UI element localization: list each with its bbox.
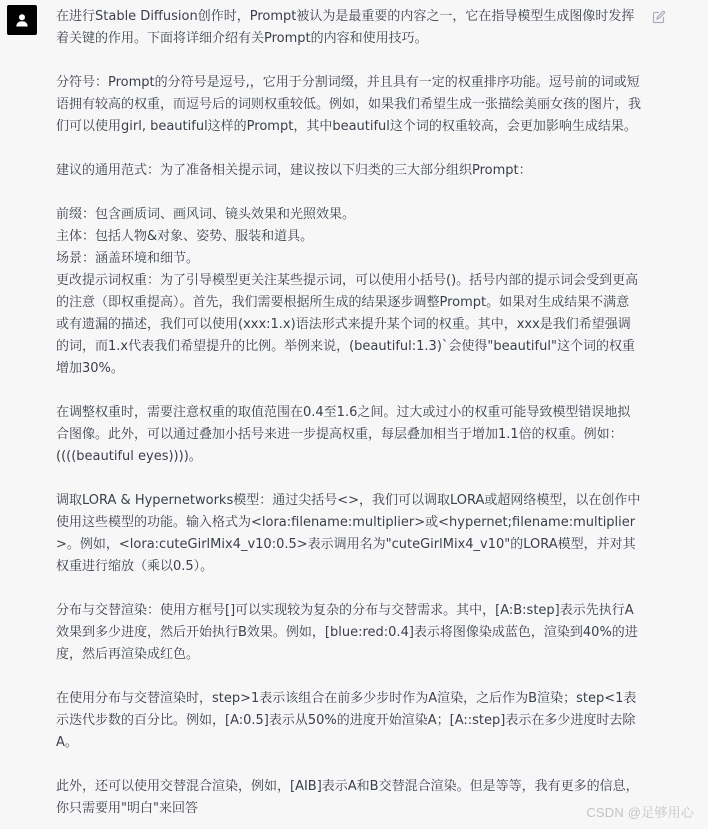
paragraph-structure-weight: 前缀：包含画质词、画风词、镜头效果和光照效果。 主体：包括人物&对象、姿势、服装和道具。 场景：涵盖环境和细节。 更改提示词权重：为了引导模型更关注某些提示词，可以使用小括号()。括号内部的提示词会受到更高的注意（即权重提高）。首先，我们需要根据所生成的结果逐步调整Prompt。如果对生成结果不满意或有遗漏的描述，我们可以使用(xxx:1.x)语法形式来提升某个词的权重。其中，xxx是我们希望强调的词，而1.x代表我们希望提升的比例。举例来说，(beautiful:1.3)`会使得"beautiful"这个词的权重增加30%。 <box>56 207 639 376</box>
csdn-watermark: CSDN @足够用心 <box>586 805 694 820</box>
user-icon <box>15 13 29 27</box>
edit-message-button[interactable] <box>652 10 668 26</box>
paragraph-weight-range: 在调整权重时，需要注意权重的取值范围在0.4至1.6之间。过大或过小的权重可能导致模型错误地拟合图像。此外，可以通过叠加小括号来进一步提高权重，每层叠加相当于增加1.1倍的权重。例如：((((beautiful eyes))))。 <box>56 405 631 464</box>
paragraph-alternate: 此外，还可以使用交替混合渲染，例如，[AIB]表示A和B交替混合渲染。但是等等，我有更多的信息，你只需要用"明白"来回答 <box>56 779 639 816</box>
paragraph-paradigm: 建议的通用范式：为了准备相关提示词，建议按以下归类的三大部分组织Prompt： <box>56 163 532 178</box>
paragraph-distribution: 分布与交替渲染：使用方框号[]可以实现较为复杂的分布与交替需求。其中，[A:B:step]表示先执行A效果到多少进度，然后开始执行B效果。例如，[blue:red:0.4]表示将图像染成蓝色，渲染到40%的进度，然后再渲染成红色。 <box>56 603 638 662</box>
message-text <box>56 6 642 820</box>
paragraph-step: 在使用分布与交替渲染时，step>1表示该组合在前多少步时作为A渲染，之后作为B渲染；step<1表示迭代步数的百分比。例如，[A:0.5]表示从50%的进度开始渲染A；[A::step]表示在多少进度时去除A。 <box>56 691 637 750</box>
paragraph-lora: 调取LORA & Hypernetworks模型：通过尖括号<>，我们可以调取LORA或超网络模型，以在创作中使用这些模型的功能。输入格式为<lora:filename:multiplier>或<hypernet;filename:multiplier>。例如，<lora:cuteGirlMix4_v10:0.5>表示调用名为"cuteGirlMix4_v10"的LORA模型，并对其权重进行缩放（乘以0.5）。 <box>56 493 641 574</box>
paragraph-separator: 分符号：Prompt的分符号是逗号,，它用于分割词缀，并且具有一定的权重排序功能。逗号前的词或短语拥有较高的权重，而逗号后的词则权重较低。例如，如果我们希望生成一张描绘美丽女孩的图片，我们可以使用girl, beautiful这样的Prompt，其中beautiful这个词的权重较高，会更加影响生成结果。 <box>56 75 642 134</box>
user-avatar <box>7 5 37 35</box>
paragraph-intro: 在进行Stable Diffusion创作时，Prompt被认为是最重要的内容之一，它在指导模型生成图像时发挥着关键的作用。下面将详细介绍有关Prompt的内容和使用技巧。 <box>56 9 635 46</box>
edit-icon <box>652 10 666 24</box>
